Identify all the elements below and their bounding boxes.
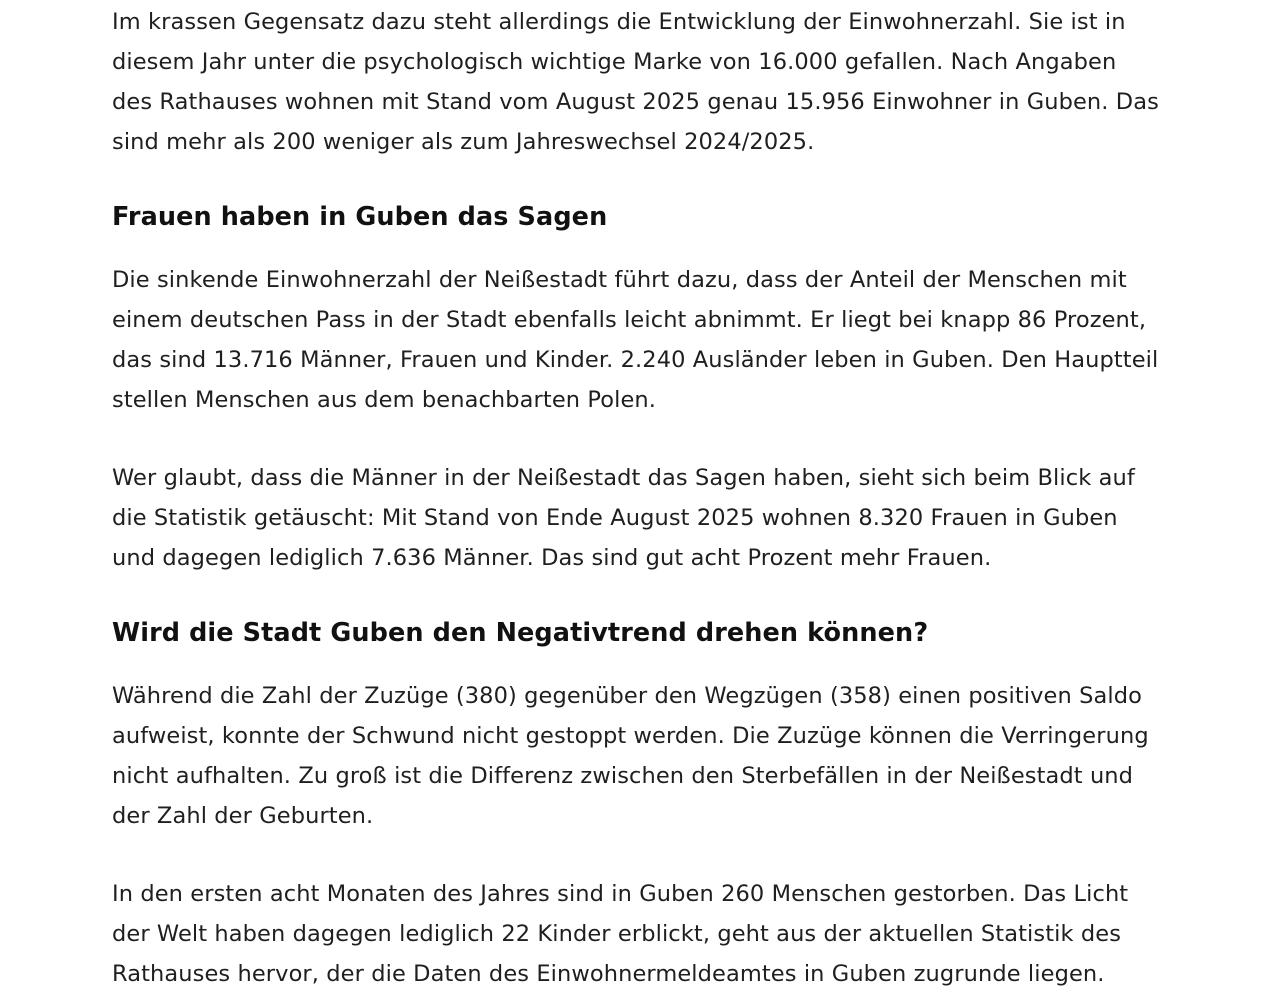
paragraph-deutscher-pass: Die sinkende Einwohnerzahl der Neißestadt führt dazu, dass der Anteil der Menschen mit einem deutschen Pass in der Stadt ebenfalls leicht abnimmt. Er liegt bei knapp 86 Prozent, das sind 13.716 Männer, Frauen und Kinder. 2.240 Ausländer leben in Guben. Den Hauptteil stellen Menschen aus dem benachbarten Polen. bbox=[112, 267, 1159, 413]
paragraph-geburten-sterbefaelle: In den ersten acht Monaten des Jahres sind in Guben 260 Menschen gestorben. Das Licht der Welt haben dagegen lediglich 22 Kinder erblickt, geht aus der aktuellen Statistik des Rathauses hervor, der die Daten des Einwohnermeldeamtes in Guben zugrunde liegen. bbox=[112, 881, 1129, 987]
paragraph-zuzuege-wegzuege: Während die Zahl der Zuzüge (380) gegenüber den Wegzügen (358) einen positiven Saldo aufweist, konnte der Schwund nicht gestoppt werden. Die Zuzüge können die Verringerung nicht aufhalten. Zu groß ist die Differenz zwischen den Sterbefällen in der Neißestadt und der Zahl der Geburten. bbox=[112, 683, 1149, 829]
paragraph-statistik-frauen-maenner: Wer glaubt, dass die Männer in der Neißestadt das Sagen haben, sieht sich beim Blick auf die Statistik getäuscht: Mit Stand von Ende August 2025 wohnen 8.320 Frauen in Guben und dagegen lediglich 7.636 Männer. Das sind gut acht Prozent mehr Frauen. bbox=[112, 465, 1135, 571]
heading-frauen-haben-in-guben-das-sagen: Frauen haben in Guben das Sagen bbox=[112, 202, 608, 232]
paragraph-einwohnerzahl: Im krassen Gegensatz dazu steht allerdings die Entwicklung der Einwohnerzahl. Sie ist in diesem Jahr unter die psychologisch wichtige Marke von 16.000 gefallen. Nach Angaben des Rathauses wohnen mit Stand vom August 2025 genau 15.956 Einwohner in Guben. Das sind mehr als 200 weniger als zum Jahreswechsel 2024/2025. bbox=[112, 9, 1159, 155]
heading-negativtrend: Wird die Stadt Guben den Negativtrend drehen können? bbox=[112, 618, 929, 648]
